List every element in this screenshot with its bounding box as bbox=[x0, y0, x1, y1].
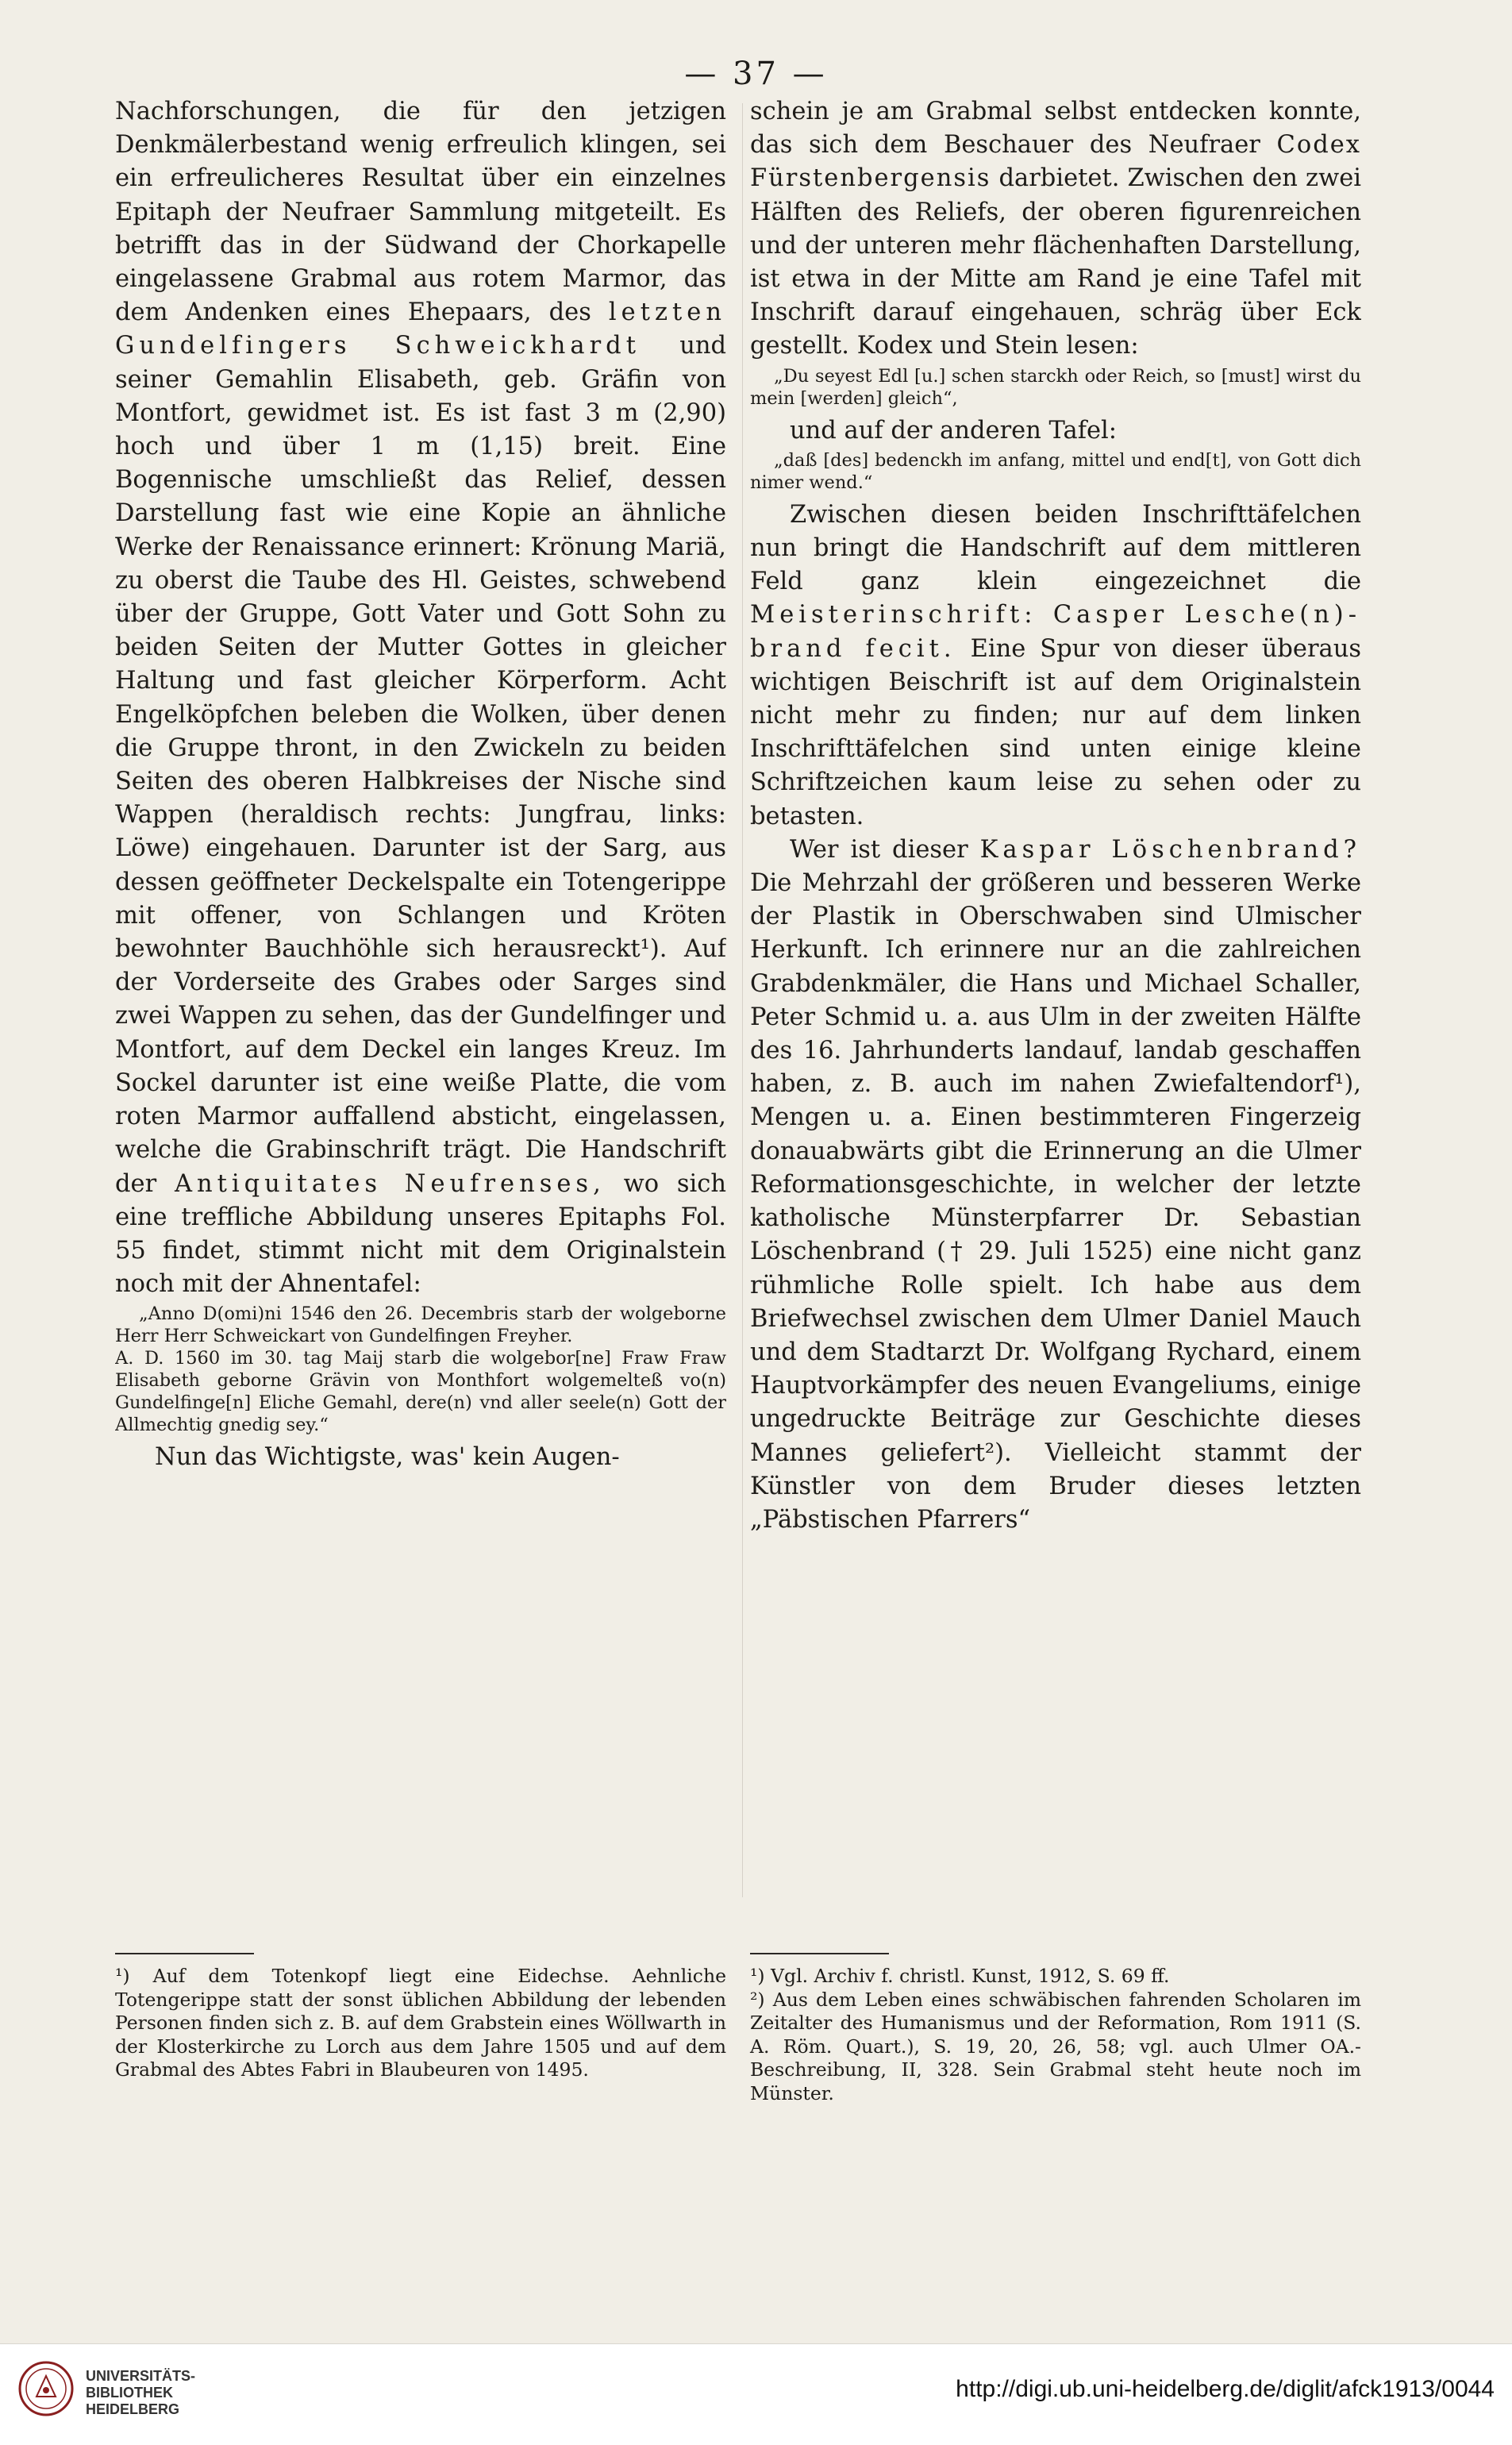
left-footnotes bbox=[115, 1965, 726, 2082]
right-footnote-rule bbox=[750, 1953, 889, 1954]
right-p2-master-inscription: Meisterinschrift: Casper Lesche(n)-brand fecit. bbox=[750, 601, 1361, 663]
right-footnotes bbox=[750, 1965, 1361, 2105]
left-paragraph-2: Nun das Wichtigste, was' kein Augen- bbox=[155, 1443, 620, 1472]
right-footnote-1: ¹) Vgl. Archiv f. christl. Kunst, 1912, S. 69 ff. bbox=[750, 1965, 1170, 1987]
right-p1-latin-title: Codex Fürstenbergensis bbox=[750, 131, 1361, 193]
left-p1-text-c: wo sich eine treffliche Abbildung unseres Epitaphs Fol. 55 findet, stimmt nicht mit dem Originalstein noch mit der Ahnentafel: bbox=[115, 1169, 726, 1299]
library-name-line-1: UNIVERSITÄTS- bbox=[86, 2368, 196, 2384]
left-paragraph-1 bbox=[115, 95, 726, 1301]
left-footnote-rule bbox=[115, 1953, 254, 1954]
digital-library-url[interactable]: http://digi.ub.uni-heidelberg.de/diglit/afck1913/0044 bbox=[956, 2376, 1495, 2402]
university-seal-icon bbox=[17, 2360, 75, 2417]
right-inscription-quote-1 bbox=[750, 365, 1361, 410]
left-quote-1: „Anno D(omi)ni 1546 den 26. Decembris starb der wolgeborne Herr Herr Schweickart von Gundelfingen Freyher. bbox=[115, 1303, 726, 1347]
left-p1-text-b: und seiner Gemahlin Elisabeth, geb. Gräfin von Montfort, gewidmet ist. Es ist fast 3 m (2,90) hoch und über 1 m (1,15) breit. Eine Bogennische umschließt das Relief, dessen Darstellung fast wie eine Kopie an ähnliche Werke der Renaissance erinnert: Krönung Mariä, zu oberst die Taube des Hl. Geistes, schwebend über der Gruppe, Gott Vater und Gott Sohn zu beiden Seiten der Mutter Gottes in gleicher Haltung und fast gleicher Körperform. Acht Engelköpfchen beleben die Wolken, über denen die Gruppe thront, in den Zwickeln zu beiden Seiten des oberen Halbkreises der Nische sind Wappen (heraldisch rechts: Jungfrau, links: Löwe) eingehauen. Darunter ist der Sarg, aus dessen geöffneter Deckelspalte ein Totengerippe mit offener, von Schlangen und Kröten bewohnter Bauchhöhle sich herausreckt¹). Auf der Vorderseite des Grabes oder Sarges sind zwei Wappen zu sehen, das der Gundelfinger und Montfort, auf dem Deckel ein langes Kreuz. Im Sockel darunter ist eine weiße Platte, die vom roten Marmor auffallend absticht, eingelassen, welche die Grabinschrift trägt. Die Handschrift der bbox=[115, 332, 726, 1198]
left-inscription-quote bbox=[115, 1303, 726, 1436]
page-number: — 37 — bbox=[684, 56, 828, 92]
left-body-text bbox=[115, 95, 726, 1913]
right-quote-1: „Du seyest Edl [u.] schen starckh oder Reich, so [must] wirst du mein [werden] gleich“, bbox=[750, 365, 1361, 409]
right-quote-2: „daß [des] bedenckh im anfang, mittel und end[t], von Gott dich nimer wend.“ bbox=[750, 449, 1361, 493]
library-name-line-2: BIBLIOTHEK bbox=[86, 2385, 173, 2401]
right-column bbox=[750, 95, 1361, 2104]
right-quote-intro: und auf der anderen Tafel: bbox=[790, 416, 1118, 445]
column-divider bbox=[742, 103, 743, 1897]
right-footnote-2: ²) Aus dem Leben eines schwäbischen fahrenden Scholaren im Zeitalter des Humanismus und der Reformation, Rom 1911 (S. A. Röm. Quart.), S. 19, 20, 26, 58; vgl. auch Ulmer OA.-Beschreibung, II, 328. Sein Grabmal steht heute noch im Münster. bbox=[750, 1988, 1361, 2104]
library-name bbox=[86, 2368, 195, 2418]
right-p3-artist-name: Kaspar Löschenbrand? bbox=[979, 835, 1361, 864]
left-column bbox=[115, 95, 726, 2081]
right-paragraph-2 bbox=[750, 499, 1361, 834]
left-p1-spaced-name: letzten Gundelfingers Schweickhardt bbox=[115, 298, 726, 360]
left-p1-latin-title: Antiquitates Neufrenses, bbox=[174, 1169, 606, 1198]
right-p1-text: schein je am Grabmal selbst entdecken konnte, das sich dem Beschauer des Neufraer bbox=[750, 98, 1361, 160]
right-p2-text-b: Eine Spur von dieser überaus wichtigen Beischrift ist auf dem Originalstein nicht mehr zu finden; nur auf dem linken Inschrifttäfelchen sind unten einige kleine Schriftzeichen kaum leise zu sehen oder zu betasten. bbox=[750, 634, 1361, 830]
right-p3-text-b: Die Mehrzahl der größeren und besseren Werke der Plastik in Oberschwaben sind Ulmischer Herkunft. Ich erinnere nur an die zahlreichen Grabdenkmäler, die Hans und Michael Schaller, Peter Schmid u. a. aus Ulm in der zweiten Hälfte des 16. Jahrhunderts landauf, landab geschaffen haben, z. B. auch im nahen Zwiefaltendorf¹), Mengen u. a. Einen bestimmteren Fingerzeig donauabwärts gibt die Erinnerung an die Ulmer Reformationsgeschichte, in welcher der letzte katholische Münsterpfarrer Dr. Sebastian Löschenbrand († 29. Juli 1525) eine nicht ganz rühmliche Rolle spielt. Ich habe aus dem Briefwechsel zwischen dem Ulmer Daniel Mauch und dem Stadtarzt Dr. Wolfgang Rychard, einem Hauptvorkämpfer des neuen Evangeliums, einige ungedruckte Beiträge zur Geschichte dieses Mannes geliefert²). Vielleicht stammt der Künstler von dem Bruder dieses letzten „Päbstischen Pfarrers“ bbox=[750, 869, 1361, 1534]
right-p1-text-b: darbietet. Zwischen den zwei Hälften des Reliefs, der oberen figurenreichen und der unteren mehr flächenhaften Darstellung, ist etwa in der Mitte am Rand je eine Tafel mit Inschrift darauf eingehauen, schräg über Eck gestellt. Kodex und Stein lesen: bbox=[750, 164, 1361, 360]
left-footnote-1: ¹) Auf dem Totenkopf liegt eine Eidechse. Aehnliche Totengerippe statt der sonst üblichen Abbildung der lebenden Personen finden sich z. B. auf dem Grabstein eines Wöllwarth in der Klosterkirche zu Lorch aus dem Jahre 1505 und auf dem Grabmal des Abtes Fabri in Blaubeuren von 1495. bbox=[115, 1965, 726, 2081]
library-name-line-3: HEIDELBERG bbox=[86, 2401, 180, 2417]
left-p1-text: Nachforschungen, die für den jetzigen Denkmälerbestand wenig erfreulich klingen, sei ein erfreulicheres Resultat über ein einzelnes Epitaph der Neufraer Sammlung mitgeteilt. Es betrifft das in der Südwand der Chorkapelle eingelassene Grabmal aus rotem Marmor, das dem Andenken eines Ehepaars, des bbox=[115, 98, 726, 327]
left-quote-2: A. D. 1560 im 30. tag Maij starb die wolgebor[ne] Fraw Fraw Elisabeth geborne Grävin von Monthfort wolgemelteß vo(n) Gundelfinge[n] Eliche Gemahl, dere(n) vnd aller seele(n) Gott der Allmechtig gnedig sey.“ bbox=[115, 1348, 726, 1436]
right-body-text bbox=[750, 95, 1361, 1913]
right-p3-text-a: Wer ist dieser bbox=[790, 835, 968, 864]
right-p2-text: Zwischen diesen beiden Inschrifttäfelchen nun bringt die Handschrift auf dem mittleren Feld ganz klein eingezeichnet die bbox=[750, 500, 1361, 596]
right-paragraph-3 bbox=[750, 834, 1361, 1537]
right-inscription-quote-2 bbox=[750, 449, 1361, 494]
right-paragraph-1 bbox=[750, 95, 1361, 364]
footer-bar bbox=[0, 2343, 1512, 2445]
